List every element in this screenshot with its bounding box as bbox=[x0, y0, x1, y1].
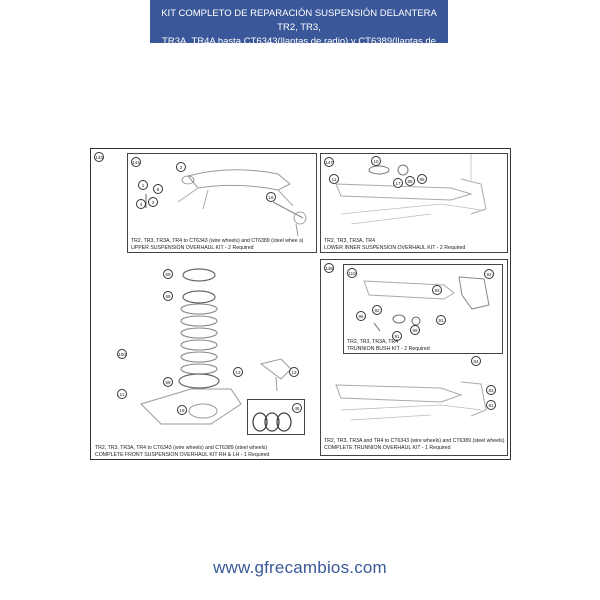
panel-ref: 148 bbox=[324, 263, 334, 273]
panel-ref: 110 bbox=[347, 268, 357, 278]
part-5: 5 bbox=[153, 184, 163, 194]
part-83: 83 bbox=[486, 385, 496, 395]
panel-ref: 144 bbox=[131, 157, 141, 167]
part-81: 81 bbox=[486, 400, 496, 410]
front-caption-line-2: COMPLETE FRONT SUSPENSION OVERHAUL KIT RH & LH - 1 Required bbox=[95, 452, 270, 458]
part-10: 10 bbox=[371, 156, 381, 166]
part-13-right: 13 bbox=[289, 367, 299, 377]
caption-line-1: TR2, TR3, TR3A and TR4 to CT6343 (wire wheels) and CT6389 (steel wheels) bbox=[324, 438, 505, 444]
title-line-1: KIT COMPLETO DE REPARACIÓN SUSPENSIÓN DELANTERA TR2, TR3, bbox=[161, 8, 437, 33]
part-3: 3 bbox=[148, 197, 158, 207]
parts-diagram bbox=[90, 148, 511, 460]
part-11: 11 bbox=[329, 174, 339, 184]
panel-bearings bbox=[247, 399, 305, 435]
part-16: 16 bbox=[266, 192, 276, 202]
title-banner bbox=[150, 0, 448, 61]
panel-complete-trunnion bbox=[320, 259, 508, 456]
part-2: 2 bbox=[176, 162, 186, 172]
caption-line-2: LOWER INNER SUSPENSION OVERHAUL KIT - 2 Required bbox=[324, 245, 466, 251]
part-95: 95 bbox=[417, 174, 427, 184]
caption-line-2: TRUNNION BUSH KIT - 2 Required bbox=[347, 346, 430, 352]
website-link[interactable]: www.gfrecambios.com bbox=[213, 558, 387, 577]
caption-line-1: TR2, TR3, TR3A, TR4 bbox=[347, 339, 399, 345]
callout-main: 143 bbox=[94, 152, 104, 162]
part-92-right: 92 bbox=[484, 269, 494, 279]
panel-ref: 46 bbox=[292, 403, 302, 413]
part-11: 11 bbox=[117, 389, 127, 399]
part-1: 1 bbox=[138, 180, 148, 190]
part-17: 17 bbox=[393, 178, 403, 188]
caption-line-2: UPPER SUSPENSION OVERHAUL KIT - 2 Required bbox=[131, 245, 254, 251]
part-85: 85 bbox=[405, 176, 415, 186]
part-69-bottom: 69 bbox=[163, 377, 173, 387]
part-96: 96 bbox=[356, 311, 366, 321]
part-93: 93 bbox=[432, 285, 442, 295]
part-92-left: 92 bbox=[372, 305, 382, 315]
caption-line-2: COMPLETE TRUNNION OVERHAUL KIT - 1 Required bbox=[324, 445, 451, 451]
part-4: 4 bbox=[136, 199, 146, 209]
title-line-2: TR3A, TR4A hasta CT6343(llantas de radio) y CT6389(llantas de accero) bbox=[162, 36, 436, 61]
front-caption-line-1: TR2, TR3, TR3A, TR4 to CT6343 (wire wheels) and CT6389 (steel wheels) bbox=[95, 445, 268, 451]
part-84: 84 bbox=[471, 356, 481, 366]
caption-line-1: TR2, TR3, TR3A, TR4 bbox=[324, 238, 376, 244]
part-100: 100 bbox=[117, 349, 127, 359]
part-69-mid: 69 bbox=[163, 291, 173, 301]
panel-trunnion-bush bbox=[343, 264, 503, 354]
part-89: 89 bbox=[410, 325, 420, 335]
part-19: 19 bbox=[177, 405, 187, 415]
part-91-right: 91 bbox=[436, 315, 446, 325]
part-91-left: 91 bbox=[392, 331, 402, 341]
panel-ref: 147 bbox=[324, 157, 334, 167]
part-13-left: 13 bbox=[233, 367, 243, 377]
caption-line-1: TR2, TR3, TR3A, TR4 to CT6343 (wire wheels) and CT6389 (steel whee s) bbox=[131, 238, 304, 244]
part-69-top: 69 bbox=[163, 269, 173, 279]
